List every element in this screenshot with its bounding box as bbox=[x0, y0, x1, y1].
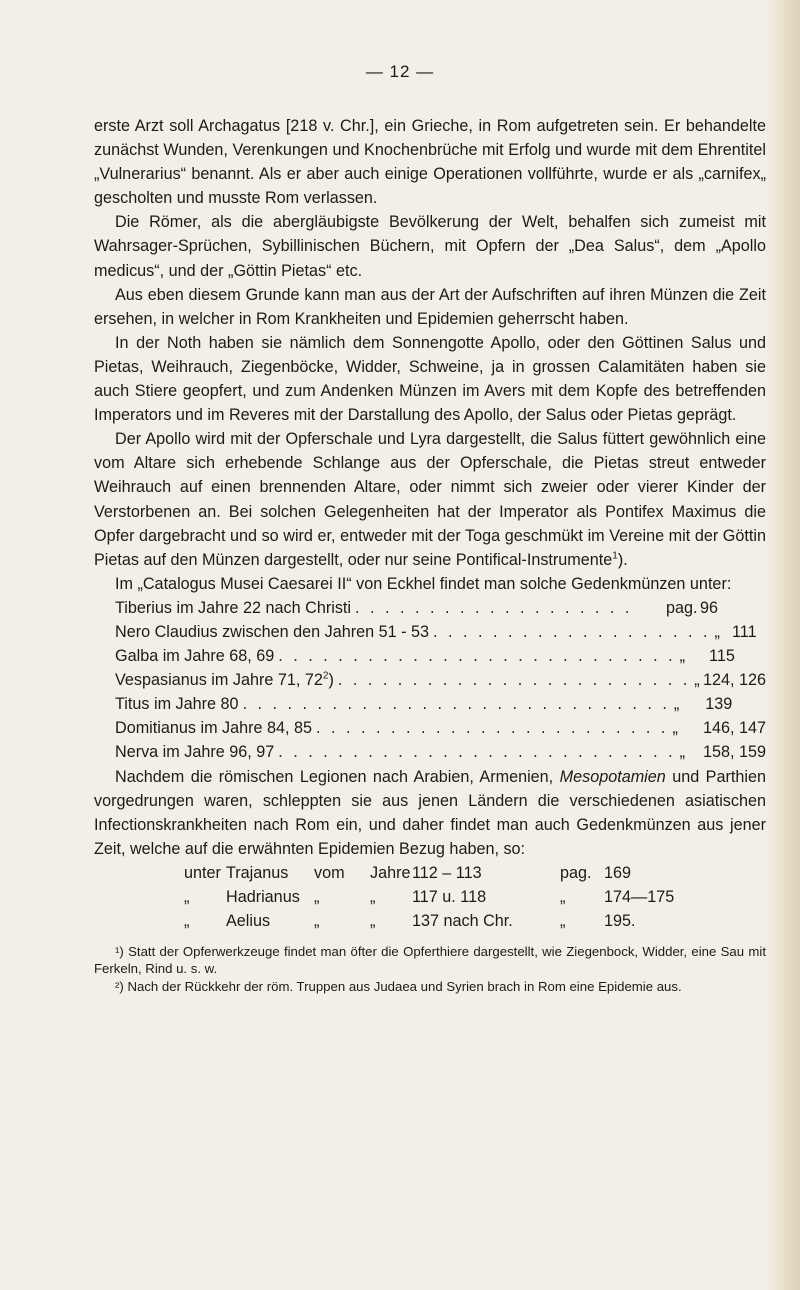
page-ref: 115 bbox=[709, 647, 735, 666]
list-item-label: Nero Claudius zwischen den Jahren 51 - 53 bbox=[115, 622, 430, 641]
paragraph-5-after: ). bbox=[617, 550, 628, 569]
years: 117 u. 118 bbox=[412, 888, 487, 906]
list-item-label-text: Vespasianus im Jahre 71, 72 bbox=[115, 671, 323, 690]
list-item-label: Domitianus im Jahre 84, 85 bbox=[115, 719, 313, 738]
dot-leader: . . . . . . . . . . . . . . . . . . . . . . . . . . . bbox=[278, 647, 676, 666]
dot-leader: . . . . . . . . . . . . . . . . . . . bbox=[433, 622, 711, 641]
page-ref: 111 bbox=[731, 622, 757, 641]
years: 112 – 113 bbox=[412, 863, 482, 882]
footnote-ref-2: 2 bbox=[322, 670, 329, 682]
page-ref: 139 bbox=[705, 695, 733, 714]
list-item bbox=[94, 740, 766, 764]
paragraph-5 bbox=[94, 427, 766, 572]
page-ref-marker: „ bbox=[714, 622, 720, 641]
page-ref-marker: „ bbox=[673, 695, 680, 714]
page-ref: 174—175 bbox=[604, 888, 675, 906]
page-ref-marker: „ bbox=[672, 719, 678, 738]
dot-leader: . . . . . . . . . . . . . . . . . . . . . . . . . . . bbox=[278, 743, 676, 762]
paragraph-7 bbox=[94, 765, 766, 861]
dot-leader: . . . . . . . . . . . . . . . . . . . . . . . . bbox=[316, 719, 669, 738]
jahre-word: Jahre bbox=[370, 863, 411, 882]
row-prefix: unter bbox=[184, 863, 221, 882]
page-ref-marker: „ bbox=[694, 671, 700, 690]
page-ref: 158, 159 bbox=[702, 743, 766, 762]
list-item-label-after: ) bbox=[328, 671, 334, 690]
page-ref: 124, 126 bbox=[702, 671, 766, 690]
list-item bbox=[94, 668, 766, 692]
paragraph-6: Im „Catalogus Musei Caesarei II“ von Eckhel findet man solche Gedenkmünzen unter: bbox=[115, 574, 732, 593]
emperor-name: Hadrianus bbox=[226, 888, 300, 906]
emperor-name: Trajanus bbox=[226, 863, 289, 882]
paragraph-1: erste Arzt soll Archagatus [218 v. Chr.], ein Grieche, in Rom aufgetreten sein. Er behandelte zunächst Wunden, Verenkungen und Knochenbrüche mit Erfolg und wurde mit dem Ehrentitel „Vulnerarius“ benannt. Als er aber auch einige Operationen vollführte, wurde er als „carnifex„ gescholten und musste Rom verlassen. bbox=[94, 117, 766, 208]
list-item bbox=[94, 620, 766, 644]
italic-word: Mesopotamien bbox=[559, 767, 666, 786]
footnote-marker: ²) bbox=[115, 978, 124, 994]
paragraph-5-text: Der Apollo wird mit der Opferschale und Lyra dargestellt, die Salus füttert gewöhnlich eine vom Altare sich erhebende Schlange aus der Opferschale, die Pietas streut entweder Weihrauch auf einen brennenden Altare, oder nimmt sich zweier oder vierer Kinder der Verstorbenen an. Bei solchen Gelegenheiten hat der Imperator als Pontifex Maximus die Opfer dargebracht und so wird er, entweder mit der Toga geschmükt im Vereine mit der Göttin Pietas auf den Münzen dargestellt, oder nur seine Pontifical-Instrumente bbox=[94, 430, 766, 569]
row-prefix: „ bbox=[184, 888, 190, 906]
footnotes bbox=[94, 943, 766, 995]
paragraph-2: Die Römer, als die abergläubigste Bevölkerung der Welt, behalfen sich zumeist mit Wahrsager-Sprüchen, Sybillinischen Büchern, mit Opfern der „Dea Salus“, dem „Apollo medicus“, und der „Göttin Pietas“ etc. bbox=[94, 213, 766, 280]
pag-word: „ bbox=[560, 888, 566, 906]
list-item-label: Tiberius im Jahre 22 nach Christi bbox=[115, 598, 352, 617]
list-item bbox=[94, 596, 766, 620]
paragraph-7-rest: und Parthien vorgedrungen waren, schleppten sie aus jenen Ländern die verschiedenen asiatischen Infectionskrankheiten nach Rom ein, und daher findet man auch Gedenkmünzen aus jener Zeit, welche auf die erwähnten Epidemien Bezug haben, so: bbox=[94, 767, 766, 858]
page-number: — 12 — bbox=[365, 62, 435, 81]
table-row bbox=[94, 885, 766, 909]
dot-leader: . . . . . . . . . . . . . . . . . . . . . . . . bbox=[337, 671, 691, 690]
page-ref-marker: „ bbox=[679, 647, 686, 666]
dot-leader: . . . . . . . . . . . . . . . . . . . . . . . . . . . . . bbox=[242, 695, 670, 714]
page-ref-marker: „ bbox=[679, 743, 686, 762]
paragraph-7-text: Nachdem die römischen Legionen nach Arabien, Armenien, bbox=[115, 767, 554, 786]
page-ref-marker: pag. bbox=[666, 598, 698, 617]
footnote-text: Statt der Opferwerkzeuge findet man öfter die Opferthiere dargestellt, wie Ziegenbock, Widder, eine Sau mit Ferkeln, Rind u. s. w. bbox=[94, 944, 766, 977]
vom-word: „ bbox=[314, 888, 320, 906]
emperor-name: Aelius bbox=[226, 912, 271, 931]
table-row bbox=[94, 909, 766, 933]
footnote-ref-1: 1 bbox=[612, 550, 618, 562]
page-ref: 96 bbox=[700, 598, 719, 617]
pag-word: „ bbox=[560, 912, 566, 931]
footnote-1 bbox=[94, 943, 766, 978]
coin-list-eckhel bbox=[94, 596, 766, 765]
list-item bbox=[94, 716, 766, 740]
pag-word: pag. bbox=[560, 863, 592, 882]
list-item-label: Nerva im Jahre 96, 97 bbox=[115, 743, 275, 762]
row-prefix: „ bbox=[184, 912, 190, 931]
coin-list-epidemics bbox=[94, 861, 766, 933]
jahre-word: „ bbox=[370, 888, 376, 906]
list-item-label: Galba im Jahre 68, 69 bbox=[115, 647, 275, 666]
footnote-2 bbox=[94, 978, 766, 995]
page-ref: 146, 147 bbox=[702, 719, 766, 738]
dot-leader: . . . . . . . . . . . . . . . . . . . bbox=[355, 598, 633, 617]
paragraph-3: Aus eben diesem Grunde kann man aus der Art der Aufschriften auf ihren Münzen die Zeit ersehen, in welcher in Rom Krankheiten und Epidemien geherrscht haben. bbox=[94, 285, 766, 328]
list-item-label bbox=[115, 668, 334, 692]
page-ref: 195. bbox=[604, 912, 636, 931]
footnote-text: Nach der Rückkehr der röm. Truppen aus Judaea und Syrien brach in Rom eine Epidemie aus. bbox=[127, 978, 682, 994]
vom-word: „ bbox=[314, 912, 320, 931]
page-edge-shadow bbox=[766, 0, 800, 1290]
paragraph-4: In der Noth haben sie nämlich dem Sonnengotte Apollo, oder den Göttinen Salus und Pietas, Weihrauch, Ziegenböcke, Widder, Schweine, ja in grossen Calamitäten haben sie auch Stiere geopfert, und zum Andenken Münzen im Avers mit dem Kopfe des betreffenden Imperators und im Reveres mit der Darstallung des Apollo, der Salus oder Pietas geprägt. bbox=[94, 333, 766, 425]
list-item-label: Titus im Jahre 80 bbox=[115, 695, 239, 714]
years: 137 nach Chr. bbox=[412, 912, 513, 931]
footnote-marker: ¹) bbox=[115, 944, 124, 960]
list-item bbox=[94, 644, 766, 668]
body-text bbox=[94, 114, 766, 995]
page-ref: 169 bbox=[604, 863, 632, 882]
vom-word: vom bbox=[314, 863, 345, 882]
list-item bbox=[94, 692, 766, 716]
jahre-word: „ bbox=[370, 912, 376, 931]
table-row bbox=[94, 861, 766, 885]
